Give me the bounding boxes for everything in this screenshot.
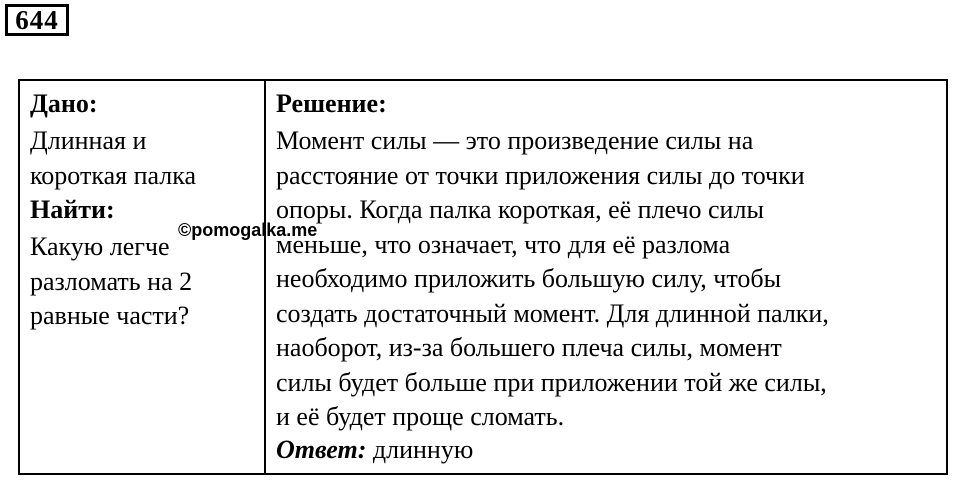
answer-value: длинную bbox=[366, 434, 474, 464]
given-text-line: короткая палка bbox=[30, 160, 197, 190]
solution-text-line: Момент силы — это произведение силы на bbox=[276, 126, 754, 155]
find-heading: Найти: bbox=[30, 195, 115, 224]
solution-text-line: создать достаточный момент. Для длинной палки, bbox=[276, 298, 829, 328]
solution-text bbox=[276, 124, 956, 435]
given-find-column bbox=[20, 81, 266, 473]
watermark: ©pomogalka.me bbox=[178, 220, 318, 240]
problem-number: 644 bbox=[5, 4, 69, 36]
answer-label: Ответ: bbox=[276, 434, 367, 464]
solution-text-line: и её будет проще сломать. bbox=[276, 402, 565, 431]
find-text-line: разломать на 2 bbox=[30, 266, 193, 296]
solution-column bbox=[266, 81, 946, 473]
given-text-line: Длинная и bbox=[30, 126, 147, 155]
find-text-line: равные части? bbox=[30, 301, 190, 330]
given-text bbox=[30, 124, 264, 193]
solution-text-line: расстояние от точки приложения силы до точки bbox=[276, 160, 805, 190]
solution-heading: Решение: bbox=[276, 89, 387, 118]
solution-text-line: силы будет больше при приложении той же силы, bbox=[276, 367, 827, 397]
given-heading: Дано: bbox=[30, 89, 98, 118]
find-text bbox=[30, 230, 264, 334]
find-text-line: Какую легче bbox=[30, 232, 170, 261]
solution-text-line: наоборот, из-за большего плеча силы, момент bbox=[276, 333, 782, 362]
solution-text-line: опоры. Когда палка короткая, её плечо силы bbox=[276, 195, 764, 224]
solution-text-line: необходимо приложить большую силу, чтобы bbox=[276, 264, 782, 293]
answer-line bbox=[276, 435, 946, 465]
task-table bbox=[18, 79, 948, 475]
solution-text-line: меньше, что означает, что для её разлома bbox=[276, 229, 731, 259]
